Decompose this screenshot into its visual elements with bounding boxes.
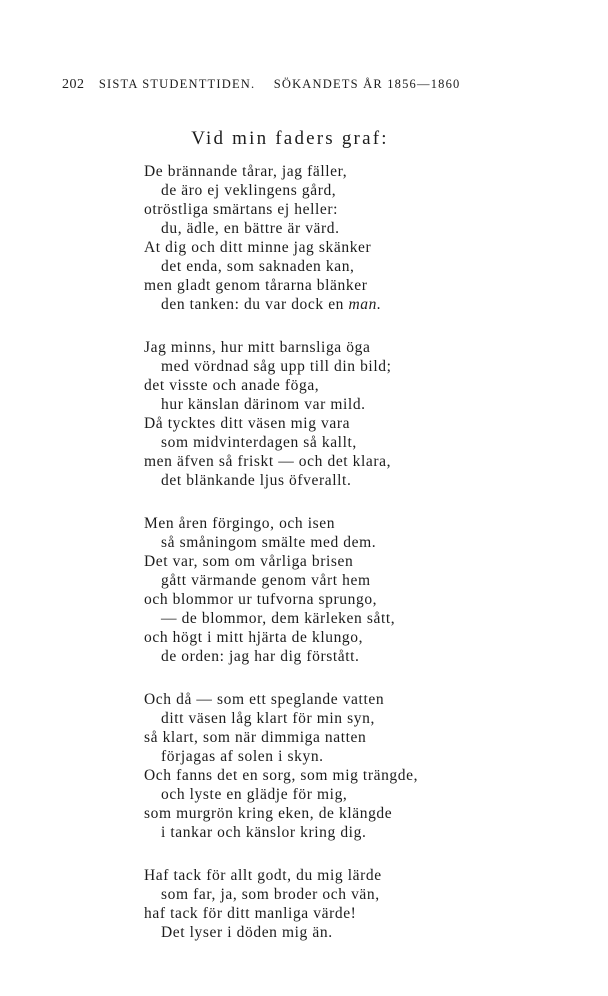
stanza-5: [144, 866, 464, 942]
poem-title: Vid min faders graf:: [191, 128, 389, 149]
poem-line: [144, 766, 464, 785]
poem-line: [144, 295, 464, 314]
poem-body: [144, 162, 464, 966]
poem-line: [144, 514, 464, 533]
poem-line-text: så småningom smälte med dem.: [161, 534, 377, 551]
poem-line-text: hur känslan därinom var mild.: [161, 396, 366, 413]
poem-line: [144, 571, 464, 590]
stanza-2: [144, 338, 464, 490]
poem-line-text: och högt i mitt hjärta de klungo,: [144, 629, 364, 646]
stanza-3: [144, 514, 464, 666]
poem-line-text: Det lyser i döden mig än.: [161, 924, 333, 941]
poem-line: [144, 376, 464, 395]
poem-line: [144, 238, 464, 257]
poem-line: [144, 414, 464, 433]
poem-line: [144, 804, 464, 823]
poem-line-text: den tanken: du var dock en: [161, 296, 349, 313]
poem-line: [144, 923, 464, 942]
poem-line: [144, 590, 464, 609]
running-head: [62, 77, 492, 93]
running-title: SISTA STUDENTTIDEN.: [98, 77, 256, 91]
poem-line: [144, 709, 464, 728]
stanza-1: [144, 162, 464, 314]
poem-line-text: otröstliga smärtans ej heller:: [144, 201, 339, 218]
poem-line: [144, 823, 464, 842]
poem-line: [144, 395, 464, 414]
poem-line-text: förjagas af solen i skyn.: [161, 748, 324, 765]
poem-line-text: det blänkande ljus öfverallt.: [161, 472, 352, 489]
poem-line: [144, 728, 464, 747]
poem-line-text: Men åren förgingo, och isen: [144, 515, 336, 532]
poem-line: [144, 200, 464, 219]
poem-line-text: men gladt genom tårarna blänker: [144, 277, 368, 294]
poem-line: [144, 471, 464, 490]
page-number: 202: [62, 77, 85, 92]
poem-line-text: — de blommor, dem kärleken sått,: [161, 610, 396, 627]
poem-line: [144, 181, 464, 200]
poem-line-text: och lyste en glädje för mig,: [161, 786, 348, 803]
poem-line-text: haf tack för ditt manliga värde!: [144, 905, 357, 922]
poem-line: [144, 257, 464, 276]
poem-line-text: som midvinterdagen så kallt,: [161, 434, 357, 451]
poem-line-text: som murgrön kring eken, de klängde: [144, 805, 393, 822]
poem-line-text: men äfven så friskt — och det klara,: [144, 453, 392, 470]
poem-line-text: som far, ja, som broder och vän,: [161, 886, 380, 903]
poem-line-text: det enda, som saknaden kan,: [161, 258, 355, 275]
poem-line: [144, 338, 464, 357]
poem-line: [144, 885, 464, 904]
poem-line-text: Haf tack för allt godt, du mig lärde: [144, 867, 382, 884]
poem-line-text: Och fanns det en sorg, som mig trängde,: [144, 767, 419, 784]
poem-line-text: Det var, som om vårliga brisen: [144, 553, 354, 570]
poem-line: [144, 276, 464, 295]
poem-line-text: med vördnad såg upp till din bild;: [161, 358, 392, 375]
poem-line: [144, 452, 464, 471]
stanza-4: [144, 690, 464, 842]
poem-line-text: ditt väsen låg klart för min syn,: [161, 710, 375, 727]
poem-line-text: i tankar och känslor kring dig.: [161, 824, 367, 841]
poem-line: [144, 647, 464, 666]
poem-line: [144, 609, 464, 628]
poem-line-text: Och då — som ett speglande vatten: [144, 691, 385, 708]
poem-line-text: du, ädle, en bättre är värd.: [161, 220, 340, 237]
poem-line: [144, 552, 464, 571]
poem-line-text: och blommor ur tufvorna sprungo,: [144, 591, 378, 608]
poem-line-text: de orden: jag har dig förstått.: [161, 648, 360, 665]
poem-line-emphasis: man.: [348, 296, 382, 313]
poem-line: [144, 162, 464, 181]
poem-line-text: Jag minns, hur mitt barnsliga öga: [144, 339, 371, 356]
poem-line-text: At dig och ditt minne jag skänker: [144, 239, 372, 256]
poem-line: [144, 219, 464, 238]
poem-line: [144, 866, 464, 885]
running-subtitle: SÖKANDETS ÅR 1856—1860: [273, 77, 461, 91]
poem-line-text: De brännande tårar, jag fäller,: [144, 163, 348, 180]
poem-line: [144, 628, 464, 647]
poem-line-text: gått värmande genom vårt hem: [161, 572, 371, 589]
poem-line: [144, 433, 464, 452]
poem-line: [144, 747, 464, 766]
poem-line-text: Då tycktes ditt väsen mig vara: [144, 415, 351, 432]
poem-line: [144, 533, 464, 552]
poem-line: [144, 904, 464, 923]
poem-line-text: det visste och anade föga,: [144, 377, 320, 394]
poem-line-text: de äro ej veklingens gård,: [161, 182, 337, 199]
poem-line: [144, 357, 464, 376]
poem-line: [144, 785, 464, 804]
poem-line-text: så klart, som när dimmiga natten: [144, 729, 367, 746]
poem-line: [144, 690, 464, 709]
